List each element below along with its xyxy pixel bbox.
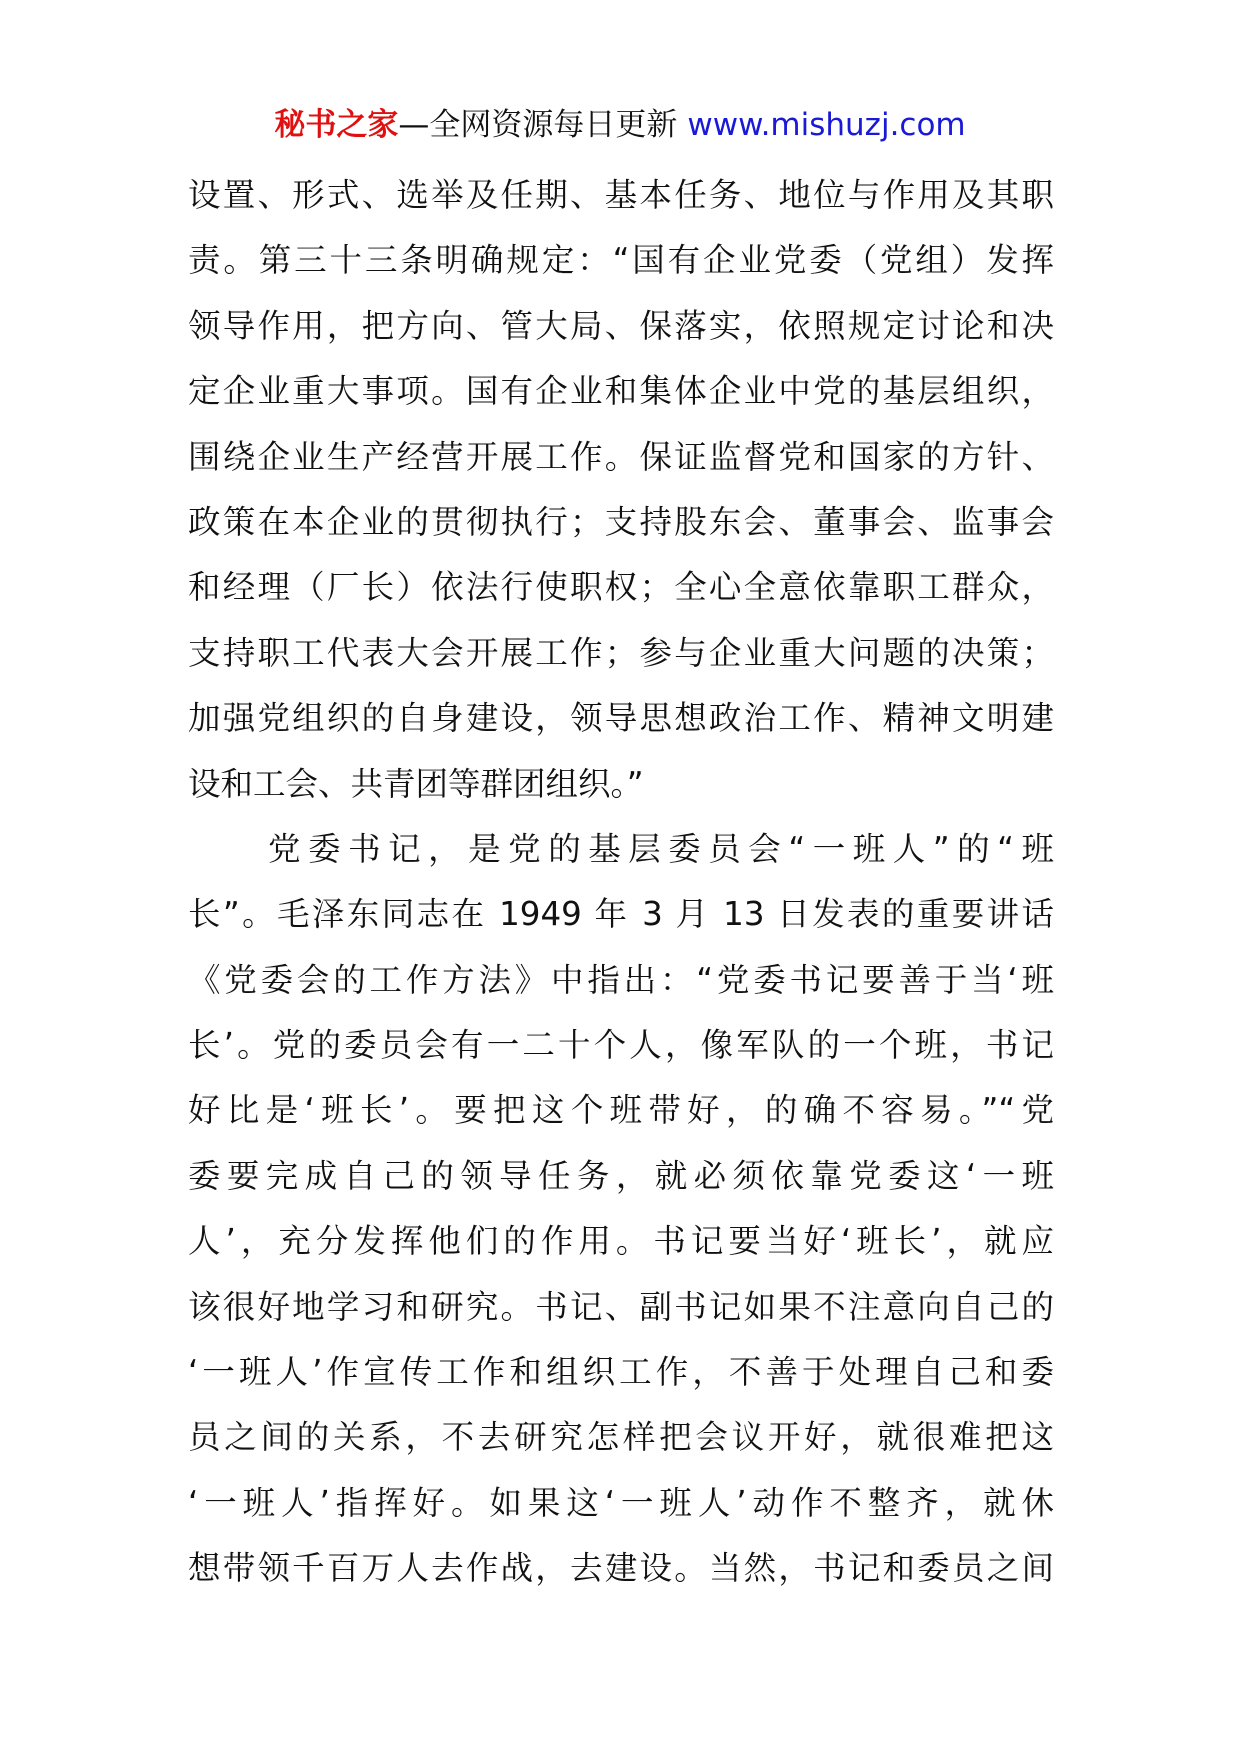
text-line: 政策在本企业的贯彻执行；支持股东会、董事会、监事会 — [188, 502, 1054, 541]
text-line: 加强党组织的自身建设，领导思想政治工作、精神文明建 — [188, 699, 1054, 738]
text-line: ‘一班人’指挥好。如果这‘一班人’动作不整齐，就休 — [188, 1483, 1054, 1522]
brand-name: 秘书之家 — [274, 107, 399, 143]
header-dash: — — [398, 107, 430, 143]
text-line: 长’。党的委员会有一二十个人，像军队的一个班，书记 — [188, 1026, 1054, 1065]
text-line: 想带领千百万人去作战，去建设。当然，书记和委员之间 — [188, 1549, 1054, 1588]
text-line: 领导作用，把方向、管大局、保落实，依照规定讨论和决 — [188, 306, 1054, 345]
paragraph-end-line: 设和工会、共青团等群团组织。” — [188, 764, 644, 803]
paragraph-first-line: 党委书记，是党的基层委员会“一班人”的“班 — [188, 829, 1054, 868]
body-text — [188, 163, 1054, 1602]
text-line: 长”。毛泽东同志在 1949 年 3 月 13 日发表的重要讲话 — [188, 895, 1054, 934]
text-line: 和经理（厂长）依法行使职权；全心全意依靠职工群众， — [188, 568, 1054, 607]
text-line: 支持职工代表大会开展工作；参与企业重大问题的决策； — [188, 633, 1054, 672]
text-line: 人’，充分发挥他们的作用。书记要当好‘班长’，就应 — [188, 1222, 1054, 1261]
text-line: 《党委会的工作方法》中指出：“党委书记要善于当‘班 — [188, 960, 1054, 999]
text-line: 设置、形式、选举及任期、基本任务、地位与作用及其职 — [188, 176, 1054, 214]
text-line: 该很好地学习和研究。书记、副书记如果不注意向自己的 — [188, 1287, 1054, 1326]
text-line: 责。第三十三条明确规定：“国有企业党委（党组）发挥 — [188, 241, 1054, 280]
header-slogan: 全网资源每日更新 — [429, 107, 678, 143]
page-header — [0, 100, 1240, 150]
text-line: 好比是‘班长’。要把这个班带好，的确不容易。”“党 — [188, 1091, 1054, 1130]
site-url-link[interactable]: www.mishuzj.com — [687, 107, 966, 143]
text-line: 委要完成自己的领导任务，就必须依靠党委这‘一班 — [188, 1156, 1054, 1195]
text-line: 定企业重大事项。国有企业和集体企业中党的基层组织， — [188, 372, 1054, 411]
text-line: 围绕企业生产经营开展工作。保证监督党和国家的方针、 — [188, 437, 1054, 476]
text-line: ‘一班人’作宣传工作和组织工作，不善于处理自己和委 — [188, 1353, 1054, 1392]
text-line: 员之间的关系，不去研究怎样把会议开好，就很难把这 — [188, 1418, 1054, 1457]
